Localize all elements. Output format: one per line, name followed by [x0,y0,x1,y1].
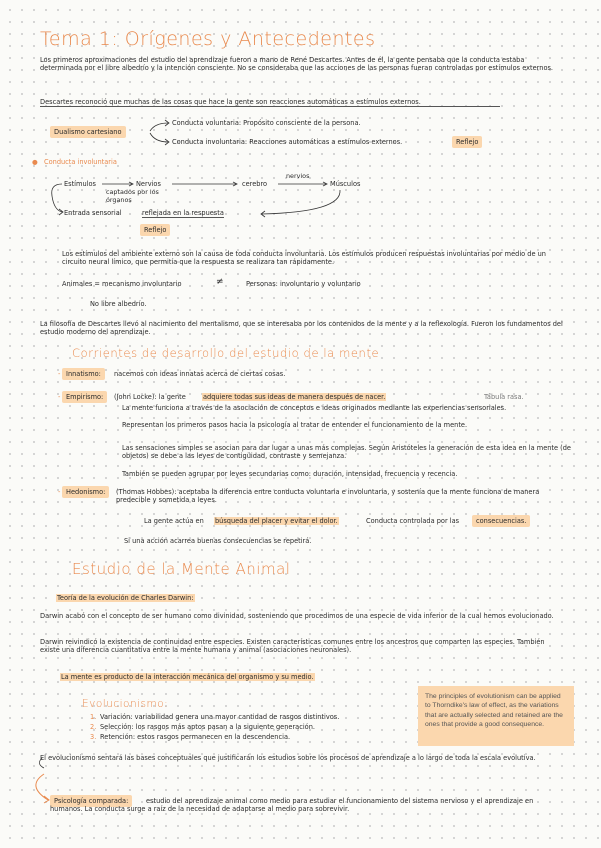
hedonismo-text: (Thomas Hobbes): aceptaba la diferencia entre conducta voluntaria e involuntaria, y sostenía que la mente funciona de manera predecible y sometida a leyes. [116,488,540,505]
evo-item-1: Variación: variabilidad genera una mayor cantidad de rasgos distintivos. [100,713,340,721]
diagram-reflejada: reflejada en la respuesta [142,209,224,217]
hedonismo-label: Hedonismo: [62,486,109,498]
libre-albedrio: No libre albedrío. [90,300,147,308]
evo-item-2: Selección: los rasgos más aptos pasan a la siguiente generación. [100,723,315,731]
evo-final-paragraph: El evolucionismo sentará las bases conceptuales que justificarán los estudios sobre los procesos de aprendizaje a lo largo de toda la escala evolutiva. [40,754,536,762]
not-equal-symbol: ≠ [216,277,224,287]
consecuencias-badge: consecuencias. [472,515,530,527]
personas-line: Personas: involuntario y voluntario [246,280,361,288]
darwin-paragraph-2: Darwin reivindicó la existencia de continuidad entre especies. Existen características comunes entre los ancestros que comparten las especies. También existe una diferencia cuantitativa entre la mente humana y animal (asociaciones neuronales). [40,638,545,655]
diagram-musculos: Músculos [330,180,361,188]
diagram-cerebro: cerebro [242,180,268,188]
hedonismo-line-3: Si una acción acarrea buenas consecuencias se repetirá. [124,537,312,545]
bullet-dot-icon: ● [32,158,38,166]
empirismo-line-3: Las sensaciones simples se asocian para dar lugar a unas más complejas. Según Aristóteles la generación de esta idea en la mente (de objetos) se debe a las leyes de contigüidad, contraste y semejanza. [122,444,571,461]
corrientes-title: Corrientes de desarrollo del estudio de la mente [72,346,380,360]
dash-bullet: - [58,370,61,378]
empirismo-label: Empirismo: [62,391,107,403]
dash-bullet: - [58,488,61,496]
evo-num-1: 1. [90,713,97,721]
animales-line: Animales = mecanismo involuntario [62,280,182,288]
tabula-rasa: Tábula rasa. [484,393,524,401]
page-title: Tema 1: Orígenes y Antecedentes [40,28,376,50]
animal-section-title: Estudio de la Mente Animal [72,560,291,578]
intro-paragraph: Los primeros aproximaciones del estudio del aprendizaje fueron a mano de René Descartes. Antes de él, la gente pensaba que la conducta estaba determinada por el libre albedrío y la intención consciente. No se consideraba que las acciones de las personas fueran controladas por estímulos externos. [40,56,554,73]
psicologia-comparada-text: estudio del aprendizaje animal como medio para estudiar el funcionamiento del sistema nervioso y el aprendizaje en humanos. La conducta surge a raíz de la necesidad de adaptarse al medio para sobrevivir. [50,797,534,814]
diagram-nervios-2: nervios [286,172,310,180]
diagram-reflejo-badge: Reflejo [140,224,170,236]
teoria-darwin: Teoría de la evolución de Charles Darwin: [57,594,194,602]
empirismo-author: (John Locke): la gente [114,393,186,401]
diagram-entrada: Entrada sensorial [64,209,122,217]
innatismo-label: Innatismo: [62,368,105,380]
conducta-voluntaria: Conducta voluntaria: Propósito consciente de la persona. [172,119,361,127]
empirismo-line-4: También se pueden agrupar por leyes secundarias como: duración, intensidad, frecuencia y recencia. [122,470,458,478]
dash-bullet: - [58,393,61,401]
empirismo-line-1: La mente funciona a través de la asociación de conceptos e ideas originados mediante las experiencias sensoriales. [122,404,507,412]
diagram-nervios: Nervios [136,180,161,188]
descartes-line: Descartes reconoció que muchas de las cosas que hace la gente son reacciones automáticas a estímulos externos. [40,98,500,107]
conducta-involuntaria: Conducta involuntaria: Reacciones automáticas a estímulos externos. [172,138,403,146]
filosofia-paragraph: La filosofía de Descartes llevó al nacimiento del mentalismo, que se interesaba por los contenidos de la mente y a la reflexología. Fueron los fundamentos del estudio moderno del aprendizaje. [40,320,563,337]
psicologia-comparada-label: Psicología comparada: [50,795,132,807]
evo-item-3: Retención: estos rasgos permanecen en la descendencia. [100,733,291,741]
hedonismo-line2-a: La gente actúa en [144,517,204,525]
evo-num-3: 3. [90,733,97,741]
mente-producto: La mente es producto de la interacción mecánica del organismo y su medio. [61,673,314,681]
estimulos-paragraph: Los estímulos del ambiente externo son la causa de toda conducta involuntaria. Los estímulos producen respuestas involuntarias por medio de un circuito neural límico, que permitía que la respuesta se realizara tan rápidamente. [62,250,546,267]
reflejo-badge: Reflejo [452,136,482,148]
evolucionismo-label: Evolucionismo: [82,698,169,710]
diagram-captados: captados por los órganos [106,188,159,204]
hedonismo-line2-b: Conducta controlada por las [366,517,460,525]
empirismo-highlight: adquiere todas sus ideas de manera después de nacer. [203,393,386,401]
sticky-note: The principles of evolutionism can be applied to Thorndike's law of effect, as the variations that are actually selected and retained are the ones that provide a good consequence. [418,686,574,746]
evo-num-2: 2. [90,723,97,731]
hedonismo-line2-highlight: búsqueda del placer y evitar el dolor. [215,517,338,525]
dualismo-label: Dualismo cartesiano [50,126,126,138]
innatismo-text: nacemos con ideas innatas acerca de ciertas cosas. [114,370,286,378]
involuntaria-heading: Conducta involuntaria [44,158,117,166]
empirismo-line-2: Representan los primeros pasos hacia la psicología al tratar de entender el funcionamiento de la mente. [122,421,468,429]
diagram-estimulos: Estímulos [64,180,96,188]
darwin-paragraph-1: Darwin acabó con el concepto de ser humano como divinidad, sosteniendo que procedimos de una especie de vida inferior de la cual hemos evolucionado. [40,612,554,620]
